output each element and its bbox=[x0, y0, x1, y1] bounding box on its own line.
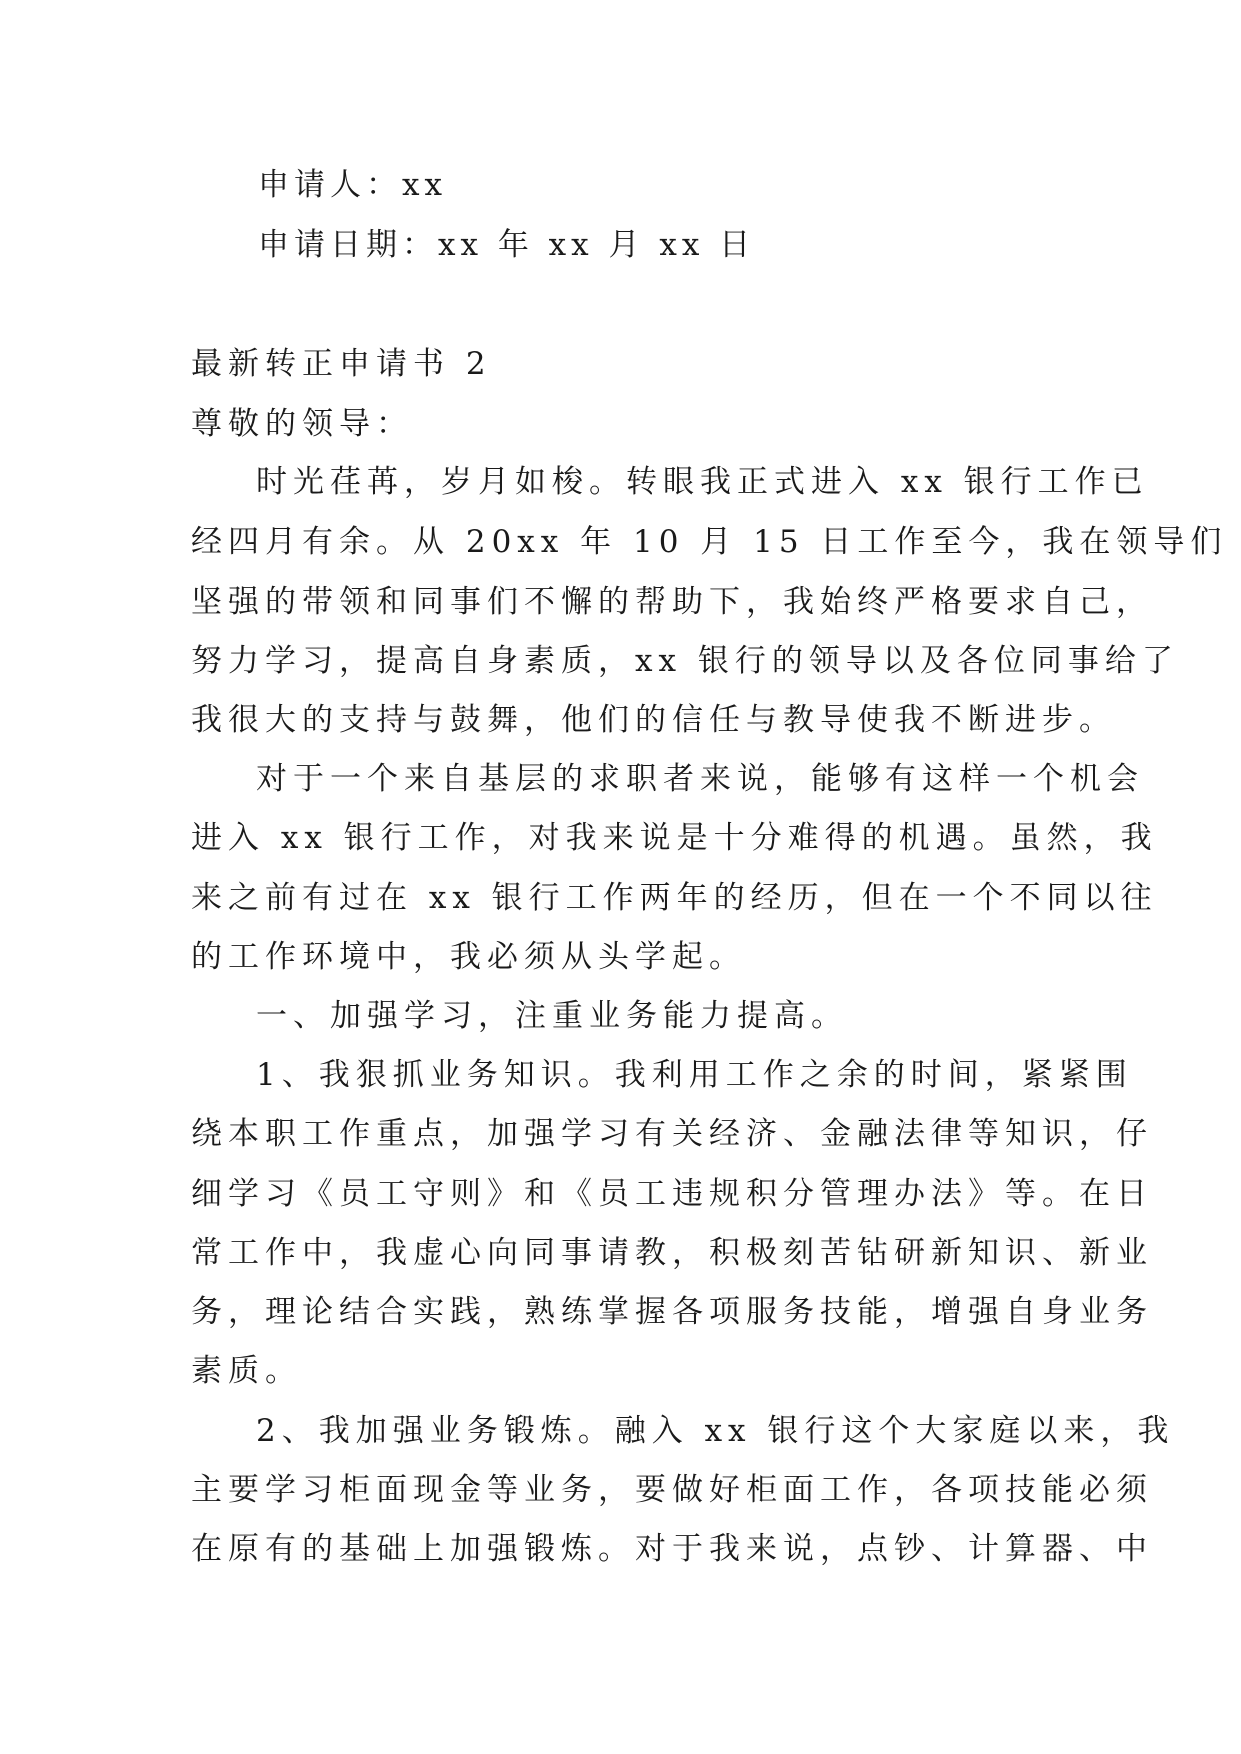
section-heading: 一、加强学习，注重业务能力提高。 bbox=[256, 998, 848, 1034]
body-line: 努力学习，提高自身素质，xx 银行的领导以及各位同事给了 bbox=[191, 643, 1179, 679]
application-date-line: 申请日期：xx 年 xx 月 xx 日 bbox=[258, 227, 756, 263]
document-title: 最新转正申请书 2 bbox=[191, 346, 492, 382]
body-line: 1、我狠抓业务知识。我利用工作之余的时间，紧紧围 bbox=[256, 1057, 1133, 1093]
body-line: 来之前有过在 xx 银行工作两年的经历，但在一个不同以往 bbox=[191, 880, 1158, 916]
body-line: 我很大的支持与鼓舞，他们的信任与教导使我不断进步。 bbox=[191, 702, 1116, 738]
body-line: 在原有的基础上加强锻炼。对于我来说，点钞、计算器、中 bbox=[191, 1531, 1153, 1567]
applicant-line: 申请人：xx bbox=[258, 167, 447, 203]
body-line: 的工作环境中，我必须从头学起。 bbox=[191, 939, 746, 975]
body-line: 时光荏苒，岁月如梭。转眼我正式进入 xx 银行工作已 bbox=[256, 464, 1149, 500]
body-line: 素质。 bbox=[191, 1353, 302, 1389]
body-line: 坚强的带领和同事们不懈的帮助下，我始终严格要求自己， bbox=[191, 584, 1153, 620]
body-line: 绕本职工作重点，加强学习有关经济、金融法律等知识，仔 bbox=[191, 1116, 1153, 1152]
body-line: 经四月有余。从 20xx 年 10 月 15 日工作至今，我在领导们 bbox=[191, 524, 1228, 560]
body-line: 务，理论结合实践，熟练掌握各项服务技能，增强自身业务 bbox=[191, 1294, 1153, 1330]
body-line: 细学习《员工守则》和《员工违规积分管理办法》等。在日 bbox=[191, 1176, 1153, 1212]
salutation: 尊敬的领导： bbox=[191, 406, 413, 442]
body-line: 对于一个来自基层的求职者来说，能够有这样一个机会 bbox=[256, 761, 1144, 797]
body-line: 常工作中，我虚心向同事请教，积极刻苦钻研新知识、新业 bbox=[191, 1235, 1153, 1271]
body-line: 主要学习柜面现金等业务，要做好柜面工作，各项技能必须 bbox=[191, 1472, 1153, 1508]
body-line: 2、我加强业务锻炼。融入 xx 银行这个大家庭以来，我 bbox=[256, 1413, 1175, 1449]
body-line: 进入 xx 银行工作，对我来说是十分难得的机遇。虽然，我 bbox=[191, 820, 1158, 856]
